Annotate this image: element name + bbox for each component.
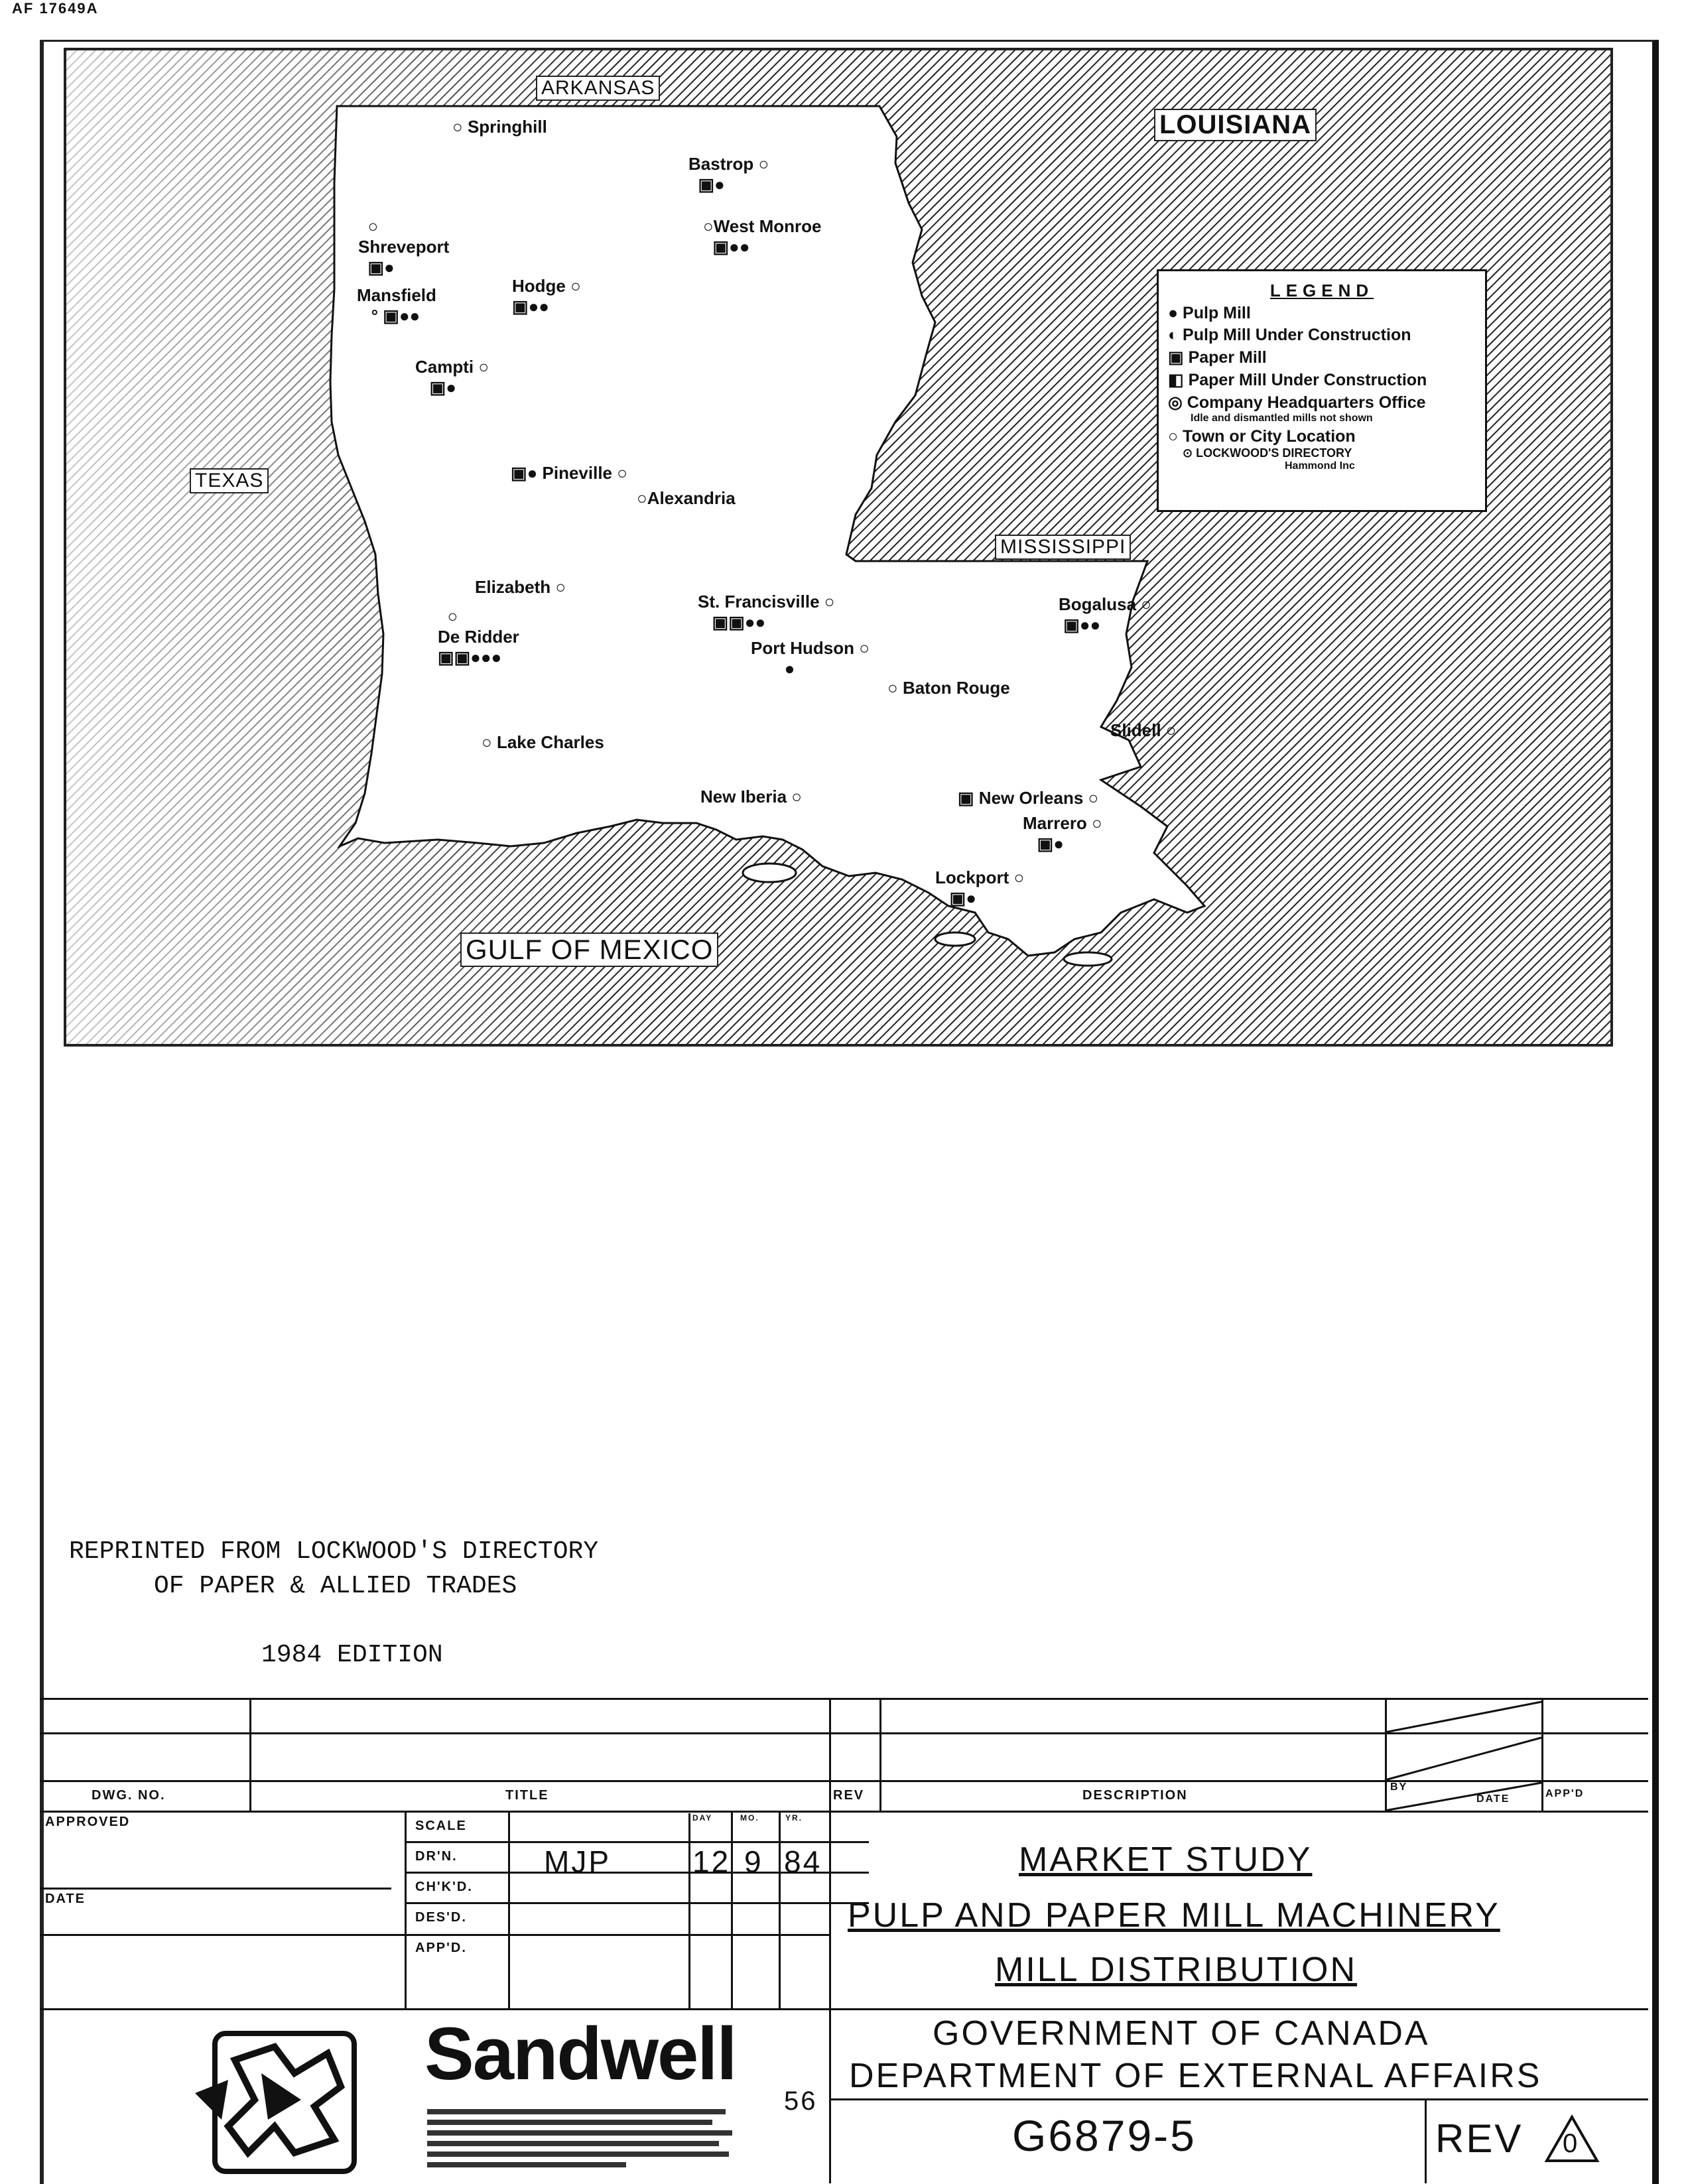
city-bogalusa: Bogalusa ○ ▣●●	[1059, 594, 1151, 635]
document-code: AF 17649A	[12, 0, 99, 17]
reprint-line-2: OF PAPER & ALLIED TRADES	[154, 1572, 517, 1600]
client-line-2: DEPARTMENT OF EXTERNAL AFFAIRS	[849, 2057, 1542, 2095]
city-springhill: ○ Springhill	[452, 117, 547, 137]
city-alexandria: ○Alexandria	[637, 488, 736, 508]
drawn-by-value: MJP	[544, 1844, 611, 1879]
state-label-mississippi: MISSISSIPPI	[995, 535, 1131, 560]
approved-label: APPROVED	[45, 1815, 131, 1829]
rev-value: 0	[1563, 2129, 1580, 2158]
legend-paper-mill: ▣ Paper Mill	[1168, 348, 1267, 367]
state-label-arkansas: ARKANSAS	[536, 76, 660, 101]
page-number: 56	[784, 2087, 818, 2116]
state-label-texas: TEXAS	[190, 468, 269, 493]
city-port-hudson: Port Hudson ○ ●	[751, 638, 870, 678]
legend-hq-note: Idle and dismantled mills not shown	[1191, 413, 1373, 424]
city-campti: Campti ○ ▣●	[415, 357, 489, 397]
title-label: TITLE	[505, 1788, 549, 1803]
date-label: DATE	[45, 1892, 86, 1906]
rev-header-label: REV	[833, 1788, 865, 1803]
drawing-title-line-3: MILL DISTRIBUTION	[995, 1951, 1358, 1989]
city-shreveport: ○ Shreveport ▣●	[358, 216, 450, 277]
appd-label: APP'D.	[415, 1941, 467, 1955]
city-mansfield: Mansfield ° ▣●●	[357, 285, 436, 326]
map-graphic	[66, 50, 1610, 1044]
city-lake-charles: ○ Lake Charles	[482, 732, 604, 752]
reprint-line-1: REPRINTED FROM LOCKWOOD'S DIRECTORY	[69, 1537, 599, 1566]
desd-label: DES'D.	[415, 1910, 467, 1925]
day-label: DAY	[692, 1813, 713, 1823]
map-panel	[64, 48, 1613, 1047]
legend-source: ⊙ LOCKWOOD'S DIRECTORY	[1183, 446, 1352, 460]
description-label: DESCRIPTION	[1082, 1788, 1188, 1803]
legend-hq: ◎ Company Headquarters Office	[1168, 393, 1426, 412]
city-baton-rouge: ○ Baton Rouge	[887, 678, 1010, 698]
drn-label: DR'N.	[415, 1849, 458, 1864]
city-slidell: Slidell ○	[1110, 720, 1177, 740]
legend-source-publisher: Hammond Inc	[1285, 460, 1355, 472]
city-hodge: Hodge ○ ▣●●	[512, 276, 581, 316]
city-lockport: Lockport ○ ▣●	[935, 867, 1025, 908]
date-header-label: DATE	[1476, 1793, 1510, 1805]
city-pineville: ▣● Pineville ○	[511, 463, 627, 483]
client-line-1: GOVERNMENT OF CANADA	[933, 2014, 1430, 2053]
yr-label: YR.	[785, 1813, 803, 1823]
copyright-notice-block	[427, 2106, 739, 2175]
city-de-ridder: ○ De Ridder ▣▣●●●	[438, 606, 519, 667]
company-name: Sandwell	[424, 2012, 736, 2095]
title-block	[40, 1698, 1648, 2183]
chkd-label: CH'K'D.	[415, 1880, 473, 1894]
reprint-edition: 1984 EDITION	[261, 1641, 443, 1669]
drawing-number: G6879-5	[1012, 2111, 1197, 2160]
appd-header-label: APP'D	[1545, 1788, 1585, 1799]
drawn-day-value: 12	[692, 1844, 731, 1879]
city-elizabeth: Elizabeth ○	[475, 577, 566, 597]
legend-town: ○ Town or City Location	[1168, 427, 1356, 446]
city-new-iberia: New Iberia ○	[700, 787, 802, 806]
drawing-title-line-2: PULP AND PAPER MILL MACHINERY	[848, 1896, 1500, 1935]
drawn-year-value: 84	[784, 1844, 822, 1879]
city-west-monroe: ○West Monroe ▣●●	[703, 216, 822, 257]
dwg-no-label: DWG. NO.	[92, 1788, 166, 1803]
state-label-gulf: GULF OF MEXICO	[460, 932, 718, 967]
rev-label: REV	[1435, 2116, 1524, 2161]
city-new-orleans: ▣ New Orleans ○	[958, 788, 1099, 808]
rev-triangle-badge	[1544, 2114, 1600, 2163]
city-st-francisville: St. Francisville ○ ▣▣●●	[698, 592, 835, 632]
by-label: BY	[1390, 1781, 1408, 1793]
legend-title: LEGEND	[1269, 281, 1374, 300]
mo-label: MO.	[740, 1813, 759, 1823]
legend-paper-mill-uc: ◧ Paper Mill Under Construction	[1168, 371, 1427, 389]
legend-pulp-mill: ● Pulp Mill	[1168, 304, 1251, 322]
sandwell-logo-icon	[182, 2027, 386, 2178]
city-bastrop: Bastrop ○ ▣●	[688, 154, 769, 194]
legend-pulp-mill-uc: ◐ Pulp Mill Under Construction	[1168, 326, 1411, 344]
drawing-title-line-1: MARKET STUDY	[1019, 1840, 1313, 1879]
drawn-month-value: 9	[744, 1844, 763, 1879]
city-marrero: Marrero ○ ▣●	[1023, 813, 1102, 854]
map-legend	[1157, 269, 1487, 512]
scale-label: SCALE	[415, 1819, 467, 1833]
map-title: LOUISIANA	[1154, 109, 1317, 141]
